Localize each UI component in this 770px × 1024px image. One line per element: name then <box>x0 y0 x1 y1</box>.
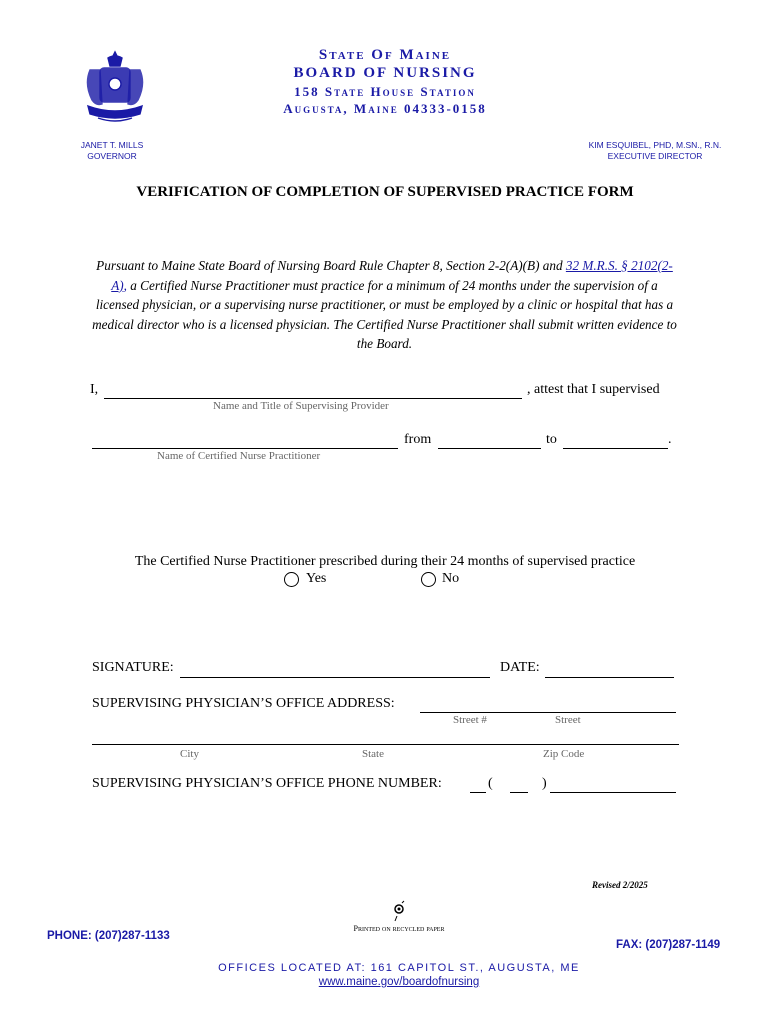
yes-radio[interactable] <box>284 572 299 592</box>
street-field[interactable] <box>420 712 676 713</box>
phone-area-code-field[interactable] <box>510 792 528 793</box>
statute-link[interactable]: 32 M.R.S. § 2102(2-A), <box>111 258 673 293</box>
director-title: EXECUTIVE DIRECTOR <box>607 151 703 161</box>
phone-number-field[interactable] <box>550 792 676 793</box>
street-number-caption: Street # <box>453 714 487 726</box>
header-state: State Of Maine <box>318 47 452 63</box>
to-date-field[interactable] <box>563 448 668 449</box>
to-label: to <box>546 432 557 447</box>
governor-title: GOVERNOR <box>87 151 137 161</box>
intro-text-1: Pursuant to Maine State Board of Nursing Board Rule Chapter 8, Section 2-2(A)(B) and <box>96 258 566 273</box>
attest-prefix: I, <box>90 382 99 397</box>
yes-label: Yes <box>306 571 327 586</box>
cnp-name-field[interactable] <box>92 448 398 449</box>
city-caption: City <box>180 748 199 760</box>
revised-date: Revised 2/2025 <box>592 880 648 890</box>
office-address: OFFICES LOCATED AT: 161 CAPITOL ST., AUGUSTA, ME <box>218 962 580 974</box>
phone-prefix-field[interactable] <box>470 792 486 793</box>
street-caption: Street <box>555 714 581 726</box>
governor-name: JANET T. MILLS <box>80 140 144 150</box>
form-title: VERIFICATION OF COMPLETION OF SUPERVISED PRACTICE FORM <box>136 184 634 200</box>
header-station: 158 State House Station <box>294 84 476 99</box>
state-caption: State <box>362 748 384 760</box>
header-city: Augusta, Maine 04333-0158 <box>283 101 487 116</box>
director-name: KIM ESQUIBEL, PHD, M.SN., R.N. <box>588 140 722 150</box>
phone-paren-open: ( <box>488 776 493 791</box>
no-radio[interactable] <box>421 572 436 592</box>
website-link[interactable]: www.maine.gov/boardofnursing <box>318 976 480 988</box>
zip-caption: Zip Code <box>543 748 585 760</box>
supervisor-name-field[interactable] <box>104 398 522 399</box>
attest-suffix: , attest that I supervised <box>527 382 660 397</box>
city-state-zip-field[interactable] <box>92 744 679 745</box>
phone-label: SUPERVISING PHYSICIAN’S OFFICE PHONE NUMBER: <box>92 776 442 791</box>
fax-number: FAX: (207)287-1149 <box>616 939 721 951</box>
header-board: BOARD OF NURSING <box>293 65 477 81</box>
period-mark: . <box>668 432 672 447</box>
date-label: DATE: <box>500 660 540 675</box>
prescribed-question: The Certified Nurse Practitioner prescribed during their 24 months of supervised practice <box>134 554 636 569</box>
phone-paren-close: ) <box>542 776 547 791</box>
address-label: SUPERVISING PHYSICIAN’S OFFICE ADDRESS: <box>92 696 395 711</box>
from-date-field[interactable] <box>438 448 541 449</box>
signature-label: SIGNATURE: <box>92 660 174 675</box>
supervisor-caption: Name and Title of Supervising Provider <box>213 400 389 412</box>
recycle-icon <box>392 900 406 922</box>
signature-field[interactable] <box>180 677 490 678</box>
intro-paragraph <box>92 256 677 354</box>
recycled-note: Printed on recycled paper <box>353 924 445 933</box>
no-label: No <box>442 571 460 586</box>
cnp-caption: Name of Certified Nurse Practitioner <box>157 450 321 462</box>
intro-text-2: a Certified Nurse Practitioner must practice for a minimum of 24 months under the supervision of a licensed physician, or a supervising nurse practitioner, or must be employed by a clinic or hospital that has a medical director who is a licensed physician. The Certified Nurse Practitioner shall submit written evidence to the Board. <box>92 277 677 351</box>
phone-number: PHONE: (207)287-1133 <box>47 930 170 942</box>
date-field[interactable] <box>545 677 674 678</box>
from-label: from <box>404 432 432 447</box>
